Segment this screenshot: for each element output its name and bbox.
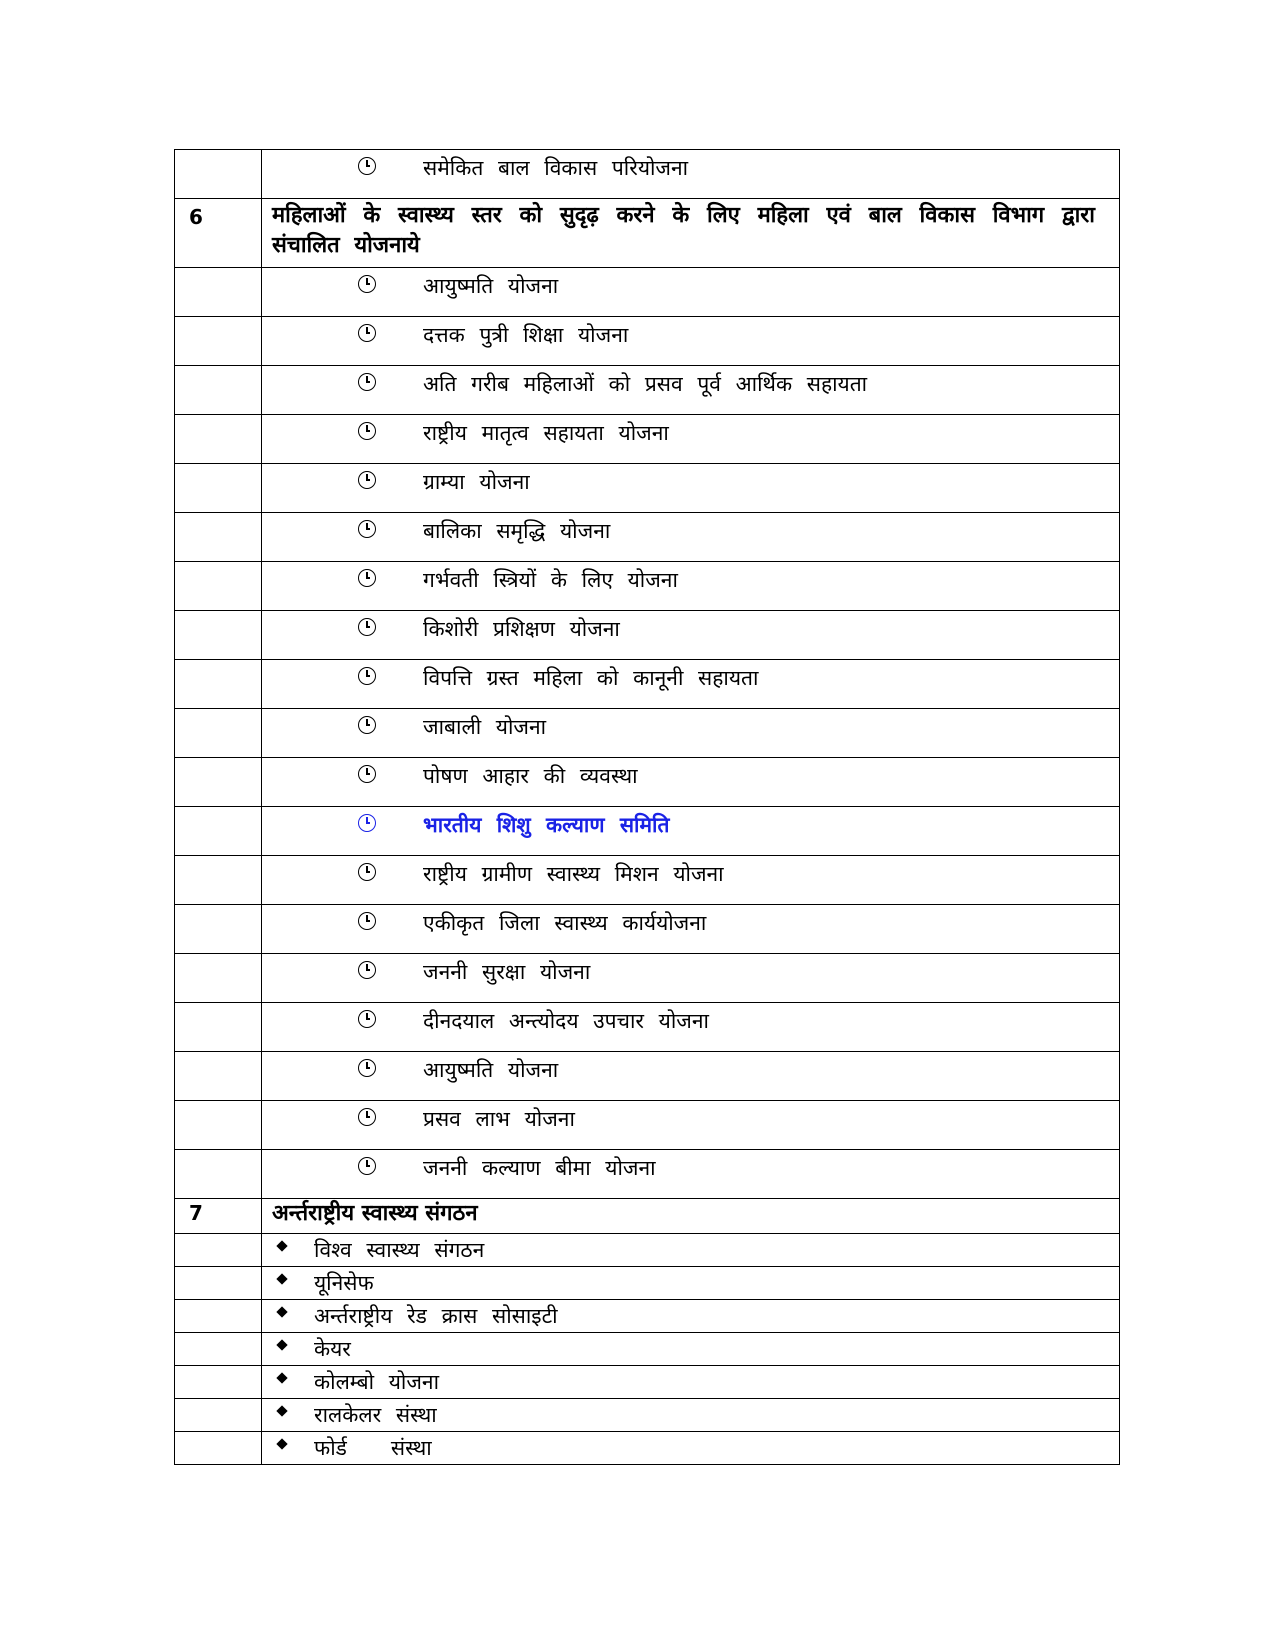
clock-icon — [358, 422, 376, 440]
item-cell — [262, 268, 1120, 317]
section-heading: अर्न्तराष्ट्रीय स्वास्थ्य संगठन — [262, 1199, 1120, 1234]
number-cell — [175, 1432, 262, 1465]
list-item: राष्ट्रीय ग्रामीण स्वास्थ्य मिशन योजना — [423, 862, 724, 886]
clock-icon — [358, 275, 376, 293]
clock-icon — [358, 814, 376, 832]
table-row — [175, 1399, 1120, 1432]
item-cell — [262, 562, 1120, 611]
table-row — [175, 758, 1120, 807]
number-cell — [175, 464, 262, 513]
list-item: केयर — [314, 1337, 351, 1361]
list-item: आयुष्मति योजना — [423, 1058, 559, 1082]
item-cell — [262, 1003, 1120, 1052]
clock-icon — [358, 373, 376, 391]
number-cell — [175, 562, 262, 611]
clock-icon — [358, 716, 376, 734]
list-item: बालिका समृद्धि योजना — [423, 519, 611, 543]
list-item: ग्राम्या योजना — [423, 470, 530, 494]
item-cell — [262, 150, 1120, 199]
clock-icon — [358, 1157, 376, 1175]
diamond-icon — [276, 1405, 287, 1416]
list-item: अति गरीब महिलाओं को प्रसव पूर्व आर्थिक सहायता — [423, 372, 868, 396]
list-item: आयुष्मति योजना — [423, 274, 559, 298]
section-number: 7 — [175, 1199, 262, 1234]
clock-icon — [358, 1010, 376, 1028]
list-item: गर्भवती स्त्रियों के लिए योजना — [423, 568, 678, 592]
list-item: किशोरी प्रशिक्षण योजना — [423, 617, 620, 641]
list-item: राष्ट्रीय मातृत्व सहायता योजना — [423, 421, 669, 445]
number-cell — [175, 758, 262, 807]
list-item: यूनिसेफ — [314, 1271, 374, 1295]
table-row — [175, 562, 1120, 611]
clock-icon — [358, 1059, 376, 1077]
number-cell — [175, 660, 262, 709]
item-cell — [262, 709, 1120, 758]
table-row — [175, 1150, 1120, 1199]
item-cell — [262, 317, 1120, 366]
table-row — [175, 317, 1120, 366]
table-row — [175, 709, 1120, 758]
clock-icon — [358, 157, 376, 175]
item-cell — [262, 1234, 1120, 1267]
diamond-icon — [276, 1306, 287, 1317]
list-item: विपत्ति ग्रस्त महिला को कानूनी सहायता — [423, 666, 759, 690]
clock-icon — [358, 520, 376, 538]
table-row — [175, 611, 1120, 660]
table-row — [175, 954, 1120, 1003]
list-item: रालकेलर संस्था — [314, 1403, 437, 1427]
table-row — [175, 464, 1120, 513]
number-cell — [175, 1333, 262, 1366]
number-cell — [175, 1267, 262, 1300]
list-item: विश्व स्वास्थ्य संगठन — [314, 1238, 485, 1262]
diamond-icon — [276, 1240, 287, 1251]
schemes-table — [174, 149, 1120, 1465]
clock-icon — [358, 667, 376, 685]
number-cell — [175, 807, 262, 856]
number-cell — [175, 415, 262, 464]
number-cell — [175, 1234, 262, 1267]
diamond-icon — [276, 1339, 287, 1350]
table-row — [175, 1432, 1120, 1465]
item-cell — [262, 1101, 1120, 1150]
list-item: अर्न्तराष्ट्रीय रेड क्रास सोसाइटी — [314, 1304, 558, 1328]
clock-icon — [358, 863, 376, 881]
list-item: दत्तक पुत्री शिक्षा योजना — [423, 323, 629, 347]
number-cell — [175, 1366, 262, 1399]
number-cell — [175, 1300, 262, 1333]
number-cell — [175, 709, 262, 758]
number-cell — [175, 905, 262, 954]
number-cell — [175, 1052, 262, 1101]
number-cell — [175, 1399, 262, 1432]
clock-icon — [358, 961, 376, 979]
number-cell — [175, 1150, 262, 1199]
number-cell — [175, 150, 262, 199]
section-heading: महिलाओं के स्वास्थ्य स्तर को सुदृढ़ करने के लिए महिला एवं बाल विकास विभाग द्वारा संचालित योजनाये — [262, 199, 1120, 268]
item-cell — [262, 758, 1120, 807]
table-row — [175, 1052, 1120, 1101]
number-cell — [175, 317, 262, 366]
number-cell — [175, 954, 262, 1003]
table-row — [175, 513, 1120, 562]
section-number: 6 — [175, 199, 262, 268]
number-cell — [175, 366, 262, 415]
table-row — [175, 1234, 1120, 1267]
clock-icon — [358, 618, 376, 636]
item-cell — [262, 1333, 1120, 1366]
list-item: प्रसव लाभ योजना — [423, 1107, 575, 1131]
list-item: जननी सुरक्षा योजना — [423, 960, 591, 984]
list-item: जाबाली योजना — [423, 715, 547, 739]
diamond-icon — [276, 1273, 287, 1284]
item-cell — [262, 464, 1120, 513]
table-row — [175, 1101, 1120, 1150]
list-item: जननी कल्याण बीमा योजना — [423, 1156, 656, 1180]
list-item: समेकित बाल विकास परियोजना — [423, 156, 689, 180]
table-row — [175, 807, 1120, 856]
table-row — [175, 1267, 1120, 1300]
item-cell — [262, 611, 1120, 660]
item-cell — [262, 1267, 1120, 1300]
diamond-icon — [276, 1372, 287, 1383]
table-row — [175, 268, 1120, 317]
section-heading-row — [175, 199, 1120, 268]
number-cell — [175, 1101, 262, 1150]
number-cell — [175, 268, 262, 317]
item-cell — [262, 1432, 1120, 1465]
clock-icon — [358, 912, 376, 930]
list-item: भारतीय शिशु कल्याण समिति — [423, 813, 670, 837]
table-row — [175, 1003, 1120, 1052]
number-cell — [175, 1003, 262, 1052]
table-row — [175, 1300, 1120, 1333]
list-item: एकीकृत जिला स्वास्थ्य कार्ययोजना — [423, 911, 707, 935]
clock-icon — [358, 471, 376, 489]
table-row — [175, 660, 1120, 709]
number-cell — [175, 513, 262, 562]
item-cell — [262, 1366, 1120, 1399]
item-cell — [262, 856, 1120, 905]
item-cell — [262, 513, 1120, 562]
table-row — [175, 1333, 1120, 1366]
item-cell — [262, 1150, 1120, 1199]
number-cell — [175, 611, 262, 660]
list-item: कोलम्बो योजना — [314, 1370, 440, 1394]
clock-icon — [358, 1108, 376, 1126]
list-item: फोर्ड संस्था — [314, 1436, 432, 1460]
table-row — [175, 150, 1120, 199]
item-cell — [262, 660, 1120, 709]
table-row — [175, 366, 1120, 415]
diamond-icon — [276, 1438, 287, 1449]
item-cell — [262, 1300, 1120, 1333]
number-cell — [175, 856, 262, 905]
list-item: दीनदयाल अन्त्योदय उपचार योजना — [423, 1009, 709, 1033]
table-row — [175, 1366, 1120, 1399]
table-row — [175, 856, 1120, 905]
item-cell — [262, 366, 1120, 415]
table-row — [175, 905, 1120, 954]
clock-icon — [358, 324, 376, 342]
clock-icon — [358, 765, 376, 783]
item-cell — [262, 1399, 1120, 1432]
item-cell — [262, 954, 1120, 1003]
clock-icon — [358, 569, 376, 587]
item-cell — [262, 807, 1120, 856]
item-cell — [262, 905, 1120, 954]
section-heading-row — [175, 1199, 1120, 1234]
table-row — [175, 415, 1120, 464]
item-cell — [262, 415, 1120, 464]
item-cell — [262, 1052, 1120, 1101]
list-item: पोषण आहार की व्यवस्था — [423, 764, 638, 788]
